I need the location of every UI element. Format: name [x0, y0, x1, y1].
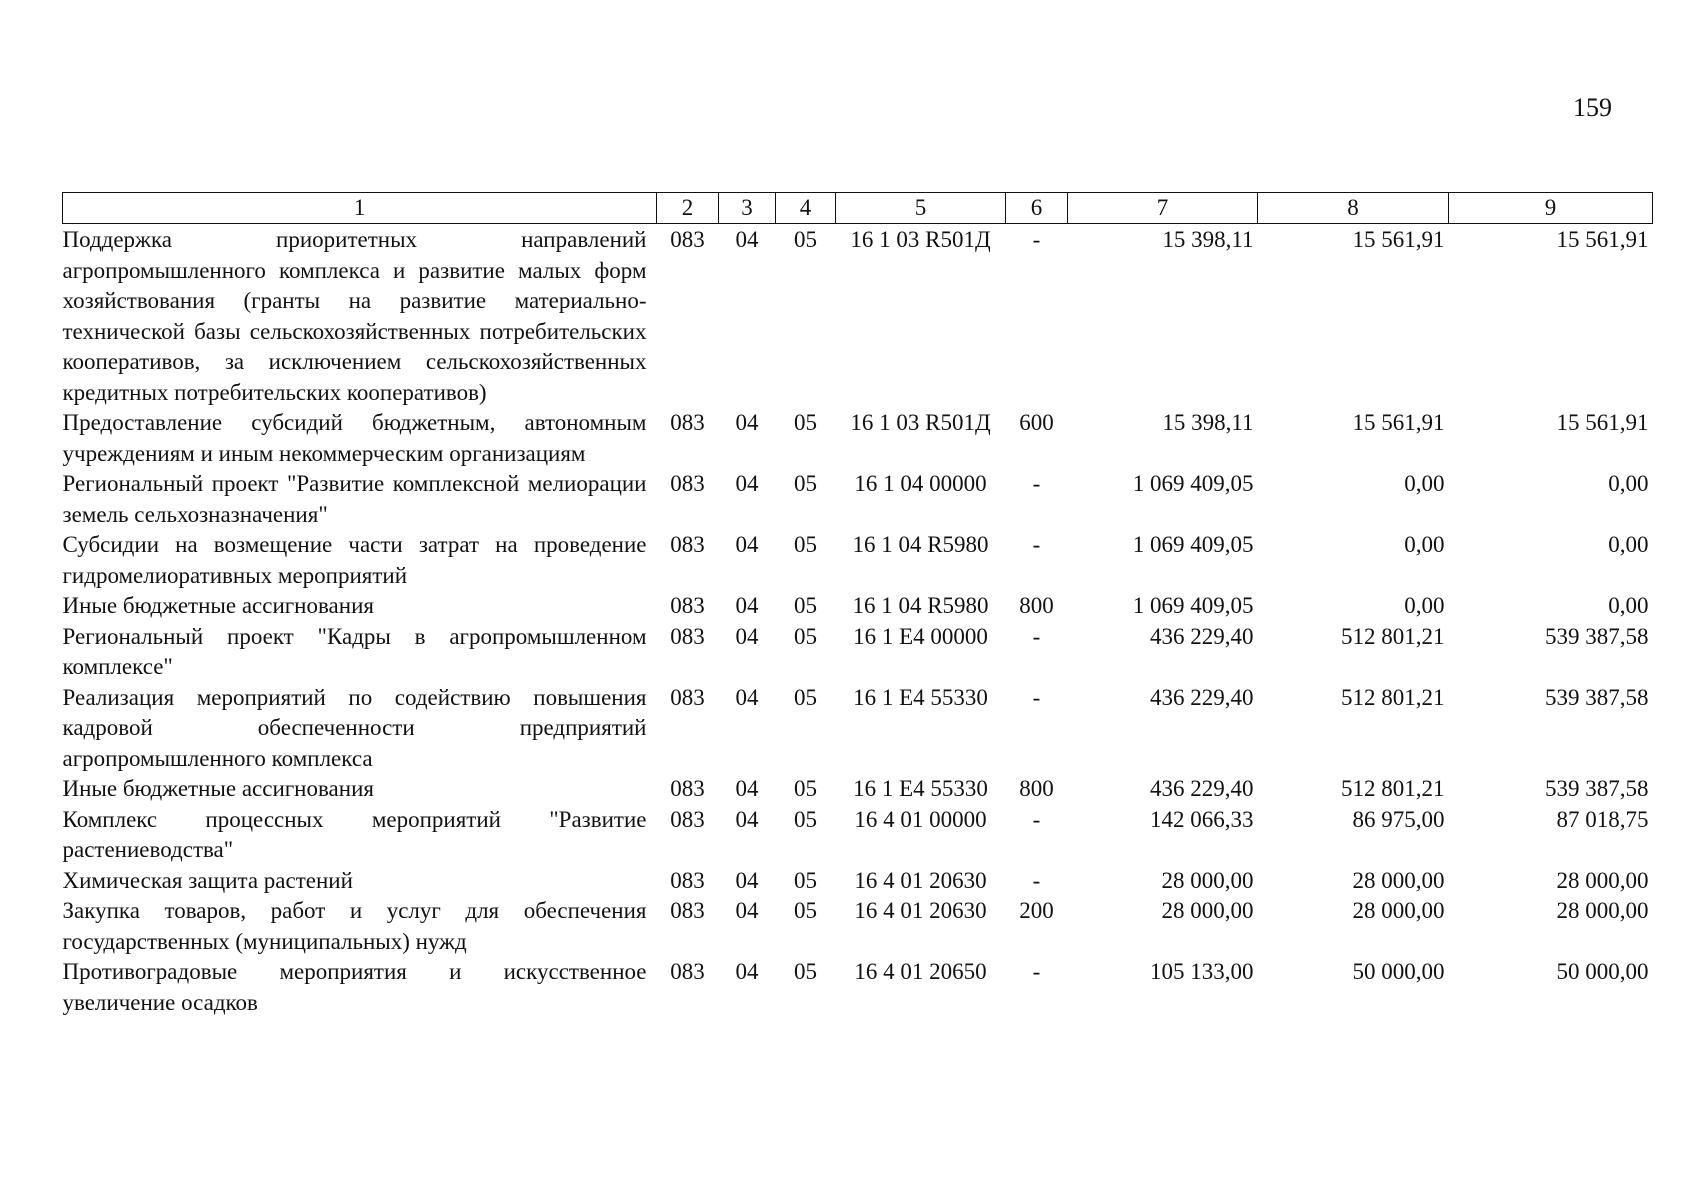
cell-subsection-code: 05	[794, 684, 817, 710]
cell-amount-col7: 28 000,00	[1161, 867, 1254, 893]
row-title: Поддержка приоритетных направлений агропромышленного комплекса и развитие малых форм хозяйствования (гранты на развитие материально-технической базы сельскохозяйственных потребительских кооперативов, за исключением сельскохозяйственных кредитных потребительских кооперативов)	[62, 227, 647, 405]
cell-target-article: 16 1 03 R501Д	[850, 227, 991, 252]
cell-expense-type: 600	[1019, 410, 1054, 435]
cell-subsection-code: 05	[794, 806, 817, 832]
cell-target-article: 16 4 01 20630	[854, 898, 987, 923]
cell-ministry-code: 083	[670, 898, 705, 923]
cell-subsection-code: 05	[794, 532, 817, 557]
cell-amount-col9: 539 387,58	[1545, 684, 1649, 710]
table-row	[63, 774, 1653, 805]
cell-amount-col8: 15 561,91	[1352, 227, 1445, 252]
row-title: Субсидии на возмещение части затрат на проведение гидромелиоративных мероприятий	[62, 532, 647, 588]
cell-expense-type: -	[1032, 532, 1041, 557]
cell-target-article: 16 1 E4 55330	[853, 776, 988, 801]
cell-expense-type: 200	[1019, 898, 1054, 923]
cell-target-article: 16 1 04 00000	[854, 471, 987, 496]
cell-target-article: 16 1 04 R5980	[852, 532, 989, 557]
cell-subsection-code: 05	[794, 593, 817, 618]
cell-section-code: 04	[735, 806, 759, 832]
cell-section-code: 04	[735, 410, 759, 435]
cell-section-code: 04	[735, 532, 759, 557]
row-title: Закупка товаров, работ и услуг для обеспечения государственных (муниципальных) нужд	[62, 898, 647, 954]
cell-ministry-code: 083	[670, 227, 705, 252]
cell-expense-type: 800	[1019, 776, 1054, 801]
cell-amount-col8: 0,00	[1404, 532, 1445, 557]
cell-ministry-code: 083	[670, 684, 705, 710]
page-number: 159	[1573, 93, 1612, 122]
cell-target-article: 16 1 E4 55330	[853, 684, 988, 710]
cell-amount-col7: 436 229,40	[1150, 776, 1254, 801]
row-title: Региональный проект "Развитие комплексной мелиорации земель сельхозназначения"	[62, 471, 647, 527]
header-col-4: 4	[776, 193, 836, 224]
table-row	[63, 469, 1653, 530]
cell-subsection-code: 05	[794, 410, 817, 435]
header-row	[63, 193, 1653, 224]
header-col-8: 8	[1258, 193, 1449, 224]
row-title: Комплекс процессных мероприятий "Развитие растениеводства"	[62, 806, 647, 862]
cell-amount-col9: 0,00	[1608, 593, 1649, 618]
table-row	[63, 866, 1653, 897]
cell-amount-col7: 1 069 409,05	[1132, 471, 1254, 496]
cell-amount-col9: 0,00	[1608, 471, 1649, 496]
row-title: Региональный проект "Кадры в агропромышленном комплексе"	[62, 623, 647, 679]
table-row	[63, 957, 1653, 1018]
cell-amount-col8: 28 000,00	[1352, 898, 1445, 923]
cell-amount-col7: 436 229,40	[1150, 623, 1254, 649]
cell-section-code: 04	[735, 867, 759, 893]
cell-amount-col8: 512 801,21	[1341, 623, 1445, 649]
header-col-6: 6	[1006, 193, 1068, 224]
cell-subsection-code: 05	[794, 776, 817, 801]
row-title: Химическая защита растений	[62, 867, 353, 893]
row-title: Реализация мероприятий по содействию повышения кадровой обеспеченности предприятий агропромышленного комплекса	[62, 684, 647, 771]
row-title: Иные бюджетные ассигнования	[62, 593, 374, 618]
cell-ministry-code: 083	[670, 623, 705, 649]
header-col-1: 1	[63, 193, 657, 224]
header-col-3: 3	[719, 193, 776, 224]
cell-expense-type: 800	[1019, 593, 1054, 618]
cell-ministry-code: 083	[670, 410, 705, 435]
cell-ministry-code: 083	[670, 867, 705, 893]
table-row	[63, 530, 1653, 591]
table-row	[63, 591, 1653, 622]
cell-amount-col9: 15 561,91	[1556, 410, 1649, 435]
table-header	[63, 193, 1653, 224]
cell-amount-col9: 50 000,00	[1556, 959, 1649, 984]
cell-target-article: 16 1 04 R5980	[852, 593, 989, 618]
cell-target-article: 16 1 E4 00000	[853, 623, 988, 649]
table-row	[63, 224, 1653, 409]
cell-section-code: 04	[735, 227, 759, 252]
cell-amount-col7: 1 069 409,05	[1132, 593, 1254, 618]
cell-amount-col8: 28 000,00	[1352, 867, 1445, 893]
cell-amount-col9: 28 000,00	[1556, 898, 1649, 923]
cell-ministry-code: 083	[670, 532, 705, 557]
cell-section-code: 04	[735, 684, 759, 710]
cell-section-code: 04	[735, 776, 759, 801]
cell-subsection-code: 05	[794, 867, 817, 893]
header-col-9: 9	[1449, 193, 1653, 224]
cell-subsection-code: 05	[794, 471, 817, 496]
header-col-7: 7	[1068, 193, 1258, 224]
cell-expense-type: -	[1032, 806, 1041, 832]
cell-amount-col8: 0,00	[1404, 593, 1445, 618]
cell-target-article: 16 4 01 20630	[854, 867, 987, 893]
cell-ministry-code: 083	[670, 593, 705, 618]
cell-amount-col9: 539 387,58	[1545, 776, 1649, 801]
cell-target-article: 16 4 01 00000	[854, 806, 987, 832]
table-row	[63, 683, 1653, 775]
cell-amount-col8: 512 801,21	[1341, 684, 1445, 710]
cell-expense-type: -	[1032, 867, 1041, 893]
row-title: Противоградовые мероприятия и искусственное увеличение осадков	[62, 959, 647, 1015]
cell-expense-type: -	[1032, 684, 1041, 710]
cell-amount-col7: 105 133,00	[1150, 959, 1254, 984]
table-row	[63, 408, 1653, 469]
cell-section-code: 04	[735, 593, 759, 618]
cell-section-code: 04	[735, 898, 759, 923]
cell-amount-col9: 0,00	[1608, 532, 1649, 557]
row-title: Предоставление субсидий бюджетным, автономным учреждениям и иным некоммерческим организациям	[62, 410, 647, 466]
cell-ministry-code: 083	[670, 776, 705, 801]
cell-amount-col7: 142 066,33	[1150, 806, 1254, 832]
cell-subsection-code: 05	[794, 227, 817, 252]
cell-ministry-code: 083	[670, 471, 705, 496]
table-row	[63, 805, 1653, 866]
cell-amount-col7: 436 229,40	[1150, 684, 1254, 710]
cell-target-article: 16 1 03 R501Д	[850, 410, 991, 435]
row-title: Иные бюджетные ассигнования	[62, 776, 374, 801]
cell-amount-col8: 50 000,00	[1352, 959, 1445, 984]
cell-ministry-code: 083	[670, 806, 705, 832]
cell-amount-col8: 86 975,00	[1352, 806, 1445, 832]
cell-amount-col8: 15 561,91	[1352, 410, 1445, 435]
cell-amount-col8: 512 801,21	[1341, 776, 1445, 801]
cell-target-article: 16 4 01 20650	[854, 959, 987, 984]
cell-section-code: 04	[735, 959, 759, 984]
cell-ministry-code: 083	[670, 959, 705, 984]
budget-table	[62, 192, 1653, 1018]
cell-amount-col7: 1 069 409,05	[1132, 532, 1254, 557]
cell-amount-col9: 87 018,75	[1556, 806, 1649, 832]
header-col-2: 2	[657, 193, 719, 224]
cell-subsection-code: 05	[794, 959, 817, 984]
cell-amount-col7: 15 398,11	[1162, 227, 1254, 252]
table-row	[63, 622, 1653, 683]
cell-subsection-code: 05	[794, 623, 817, 649]
cell-amount-col7: 15 398,11	[1162, 410, 1254, 435]
cell-amount-col7: 28 000,00	[1161, 898, 1254, 923]
cell-amount-col8: 0,00	[1404, 471, 1445, 496]
cell-amount-col9: 28 000,00	[1556, 867, 1649, 893]
cell-section-code: 04	[735, 623, 759, 649]
cell-amount-col9: 539 387,58	[1545, 623, 1649, 649]
cell-expense-type: -	[1032, 959, 1041, 984]
cell-subsection-code: 05	[794, 898, 817, 923]
table-body	[63, 224, 1653, 1019]
cell-section-code: 04	[735, 471, 759, 496]
table-row	[63, 896, 1653, 957]
cell-amount-col9: 15 561,91	[1556, 227, 1649, 252]
cell-expense-type: -	[1032, 227, 1041, 252]
cell-expense-type: -	[1032, 623, 1041, 649]
header-col-5: 5	[836, 193, 1006, 224]
cell-expense-type: -	[1032, 471, 1041, 496]
